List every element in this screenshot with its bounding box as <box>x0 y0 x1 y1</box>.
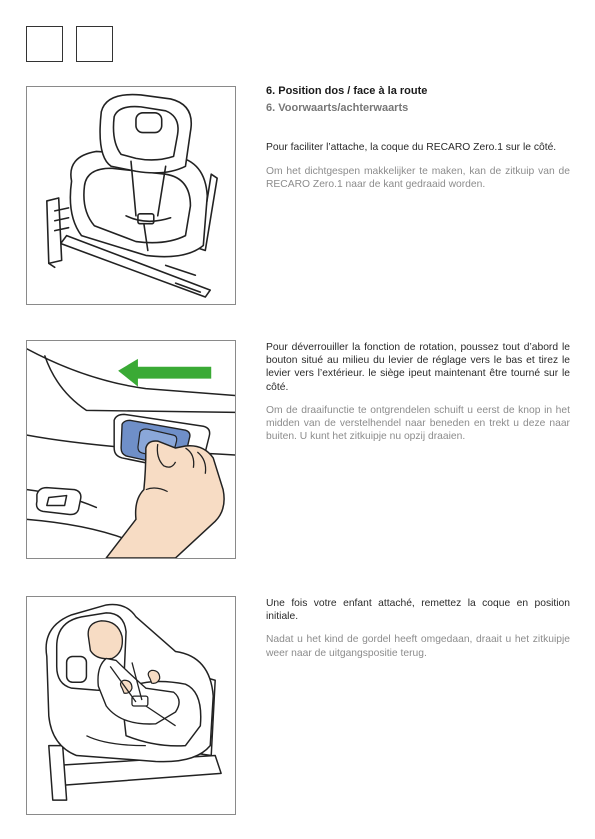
figure-seat-rotated <box>26 86 236 305</box>
seat-rotated-illustration <box>27 87 235 304</box>
paragraph-fr: Une fois votre enfant attaché, remettez la coque en position initiale. <box>266 598 570 623</box>
section-2-text <box>266 341 570 443</box>
language-box-1 <box>26 26 63 62</box>
section-3-text <box>266 597 570 660</box>
figure-rotation-lever <box>26 340 236 559</box>
section-1-text <box>266 85 570 191</box>
language-box-2 <box>76 26 113 62</box>
rotation-lever-illustration <box>27 341 235 558</box>
section-heading-fr: 6. Position dos / face à la route <box>266 85 428 97</box>
paragraph-nl: Om het dichtgespen makkelijker te maken, kan de zitkuip van de RECARO Zero.1 naar de kant gedraaid worden. <box>266 165 570 190</box>
paragraph-nl: Om de draaifunctie te ontgrendelen schuift u eerst de knop in het midden van de verstelhendel naar beneden en trekt u deze naar buiten. U kunt het zitkuipje nu opzij draaien. <box>266 404 570 443</box>
section-heading-nl: 6. Voorwaarts/achterwaarts <box>266 102 409 115</box>
figure-child-in-seat <box>26 596 236 815</box>
paragraph-fr: Pour faciliter l’attache, la coque du RECARO Zero.1 sur le côté. <box>266 142 557 154</box>
arrow-left-icon <box>118 359 211 387</box>
paragraph-fr: Pour déverrouiller la fonction de rotation, poussez tout d’abord le bouton situé au milieu du levier de réglage vers le bas et tirez le levier vers l’extérieur. le siège ipeut maintenant être tourné sur le côté. <box>266 342 570 393</box>
child-in-seat-illustration <box>27 597 235 814</box>
paragraph-nl: Nadat u het kind de gordel heeft omgedaan, draait u het zitkuipje weer naar de uitgangspositie terug. <box>266 634 570 659</box>
child-head-icon <box>88 621 122 659</box>
